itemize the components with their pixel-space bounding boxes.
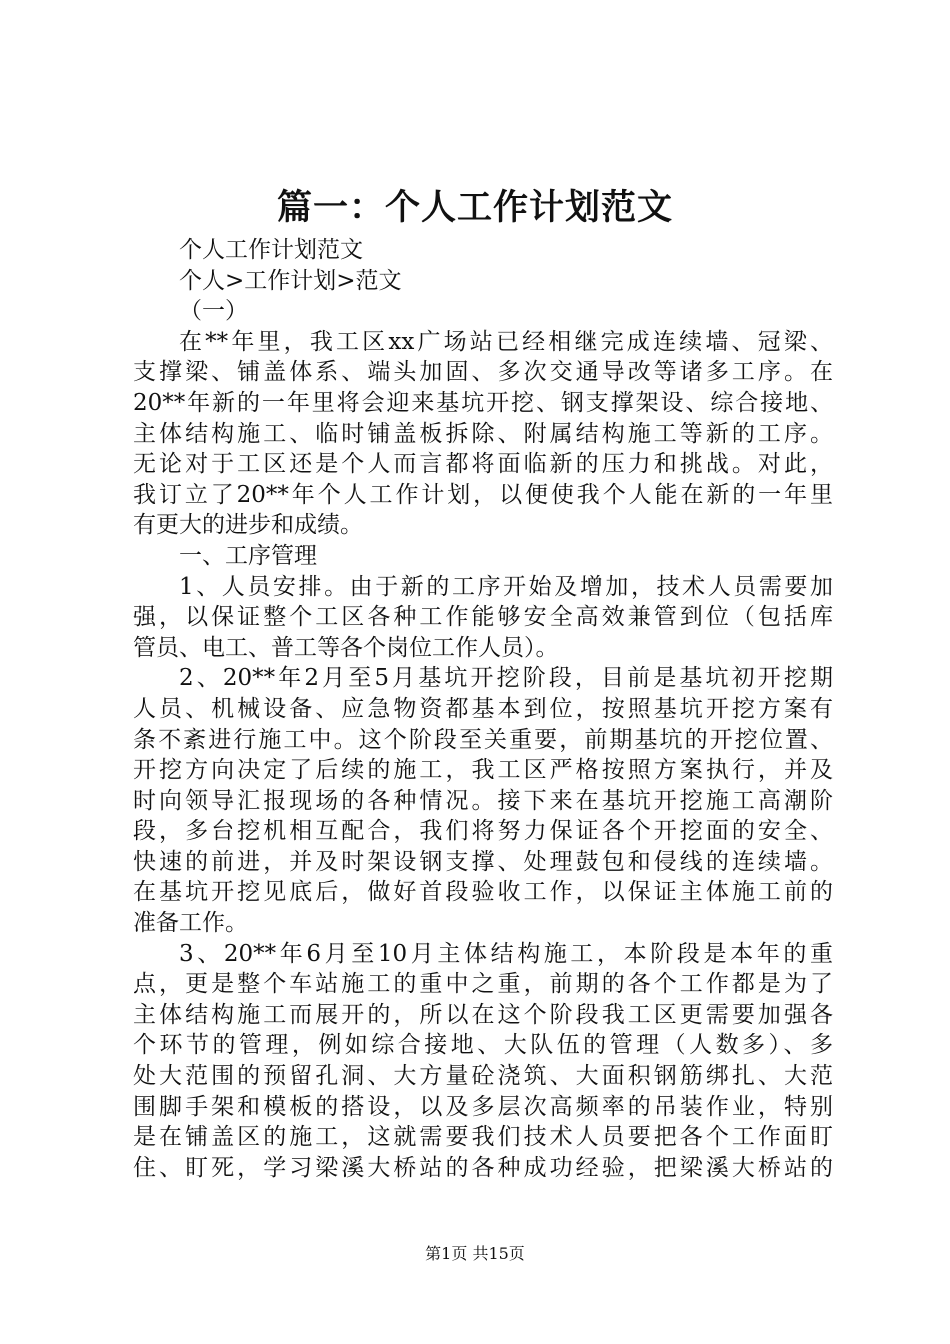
text-line: 3、20**年6月至10月主体结构施工，本阶段是本年的重	[179, 940, 833, 967]
text-line: 个人>工作计划>范文	[179, 267, 402, 294]
text-line: 无论对于工区还是个人而言都将面临新的压力和挑战。对此，	[133, 451, 833, 478]
text-line: 支撑梁、铺盖体系、端头加固、多次交通导改等诸多工序。在	[133, 359, 833, 386]
text-line: 条不紊进行施工中。这个阶段至关重要，前期基坑的开挖位置、	[133, 726, 833, 753]
page-title: 篇一：个人工作计划范文	[276, 187, 673, 228]
section-heading: 一、工序管理	[179, 542, 317, 569]
text-line: 个人工作计划范文	[179, 237, 363, 263]
text-line: 个环节的管理，例如综合接地、大队伍的管理（人数多）、多	[133, 1032, 833, 1059]
text-line: 人员、机械设备、应急物资都基本到位，按照基坑开挖方案有	[133, 695, 833, 722]
text-line: 2、20**年2月至5月基坑开挖阶段，目前是基坑初开挖期	[179, 665, 833, 692]
text-line: （一）	[179, 298, 248, 325]
text-line: 主体结构施工而展开的，所以在这个阶段我工区更需要加强各	[133, 1001, 833, 1028]
text-line: 点，更是整个车站施工的重中之重，前期的各个工作都是为了	[133, 971, 833, 998]
text-line: 强，以保证整个工区各种工作能够安全高效兼管到位（包括库	[133, 604, 833, 631]
text-line: 处大范围的预留孔洞、大方量砼浇筑、大面积钢筋绑扎、大范	[133, 1063, 833, 1090]
text-line: 住、盯死，学习梁溪大桥站的各种成功经验，把梁溪大桥站的	[133, 1154, 833, 1181]
text-line: 时向领导汇报现场的各种情况。接下来在基坑开挖施工高潮阶	[133, 787, 833, 814]
text-line: 在**年里，我工区xx广场站已经相继完成连续墙、冠梁、	[179, 328, 833, 355]
text-line: 在基坑开挖见底后，做好首段验收工作，以保证主体施工前的	[133, 879, 833, 906]
text-line: 1、人员安排。由于新的工序开始及增加，技术人员需要加	[179, 573, 833, 600]
document-body	[133, 235, 833, 1183]
text-line: 20**年新的一年里将会迎来基坑开挖、钢支撑架设、综合接地、	[133, 389, 833, 416]
text-line: 我订立了20**年个人工作计划，以便使我个人能在新的一年里	[133, 481, 833, 508]
text-line: 准备工作。	[133, 910, 248, 937]
text-line: 主体结构施工、临时铺盖板拆除、附属结构施工等新的工序。	[133, 420, 833, 447]
text-line: 快速的前进，并及时架设钢支撑、处理鼓包和侵线的连续墙。	[133, 848, 833, 875]
text-line: 管员、电工、普工等各个岗位工作人员）。	[133, 634, 559, 661]
page-number-footer: 第1页 共15页	[425, 1244, 525, 1263]
text-line: 开挖方向决定了后续的施工，我工区严格按照方案执行，并及	[133, 757, 833, 784]
text-line: 是在铺盖区的施工，这就需要我们技术人员要把各个工作面盯	[133, 1124, 833, 1151]
text-line: 围脚手架和模板的搭设，以及多层次高频率的吊装作业，特别	[133, 1093, 833, 1120]
text-line: 段，多台挖机相互配合，我们将努力保证各个开挖面的安全、	[133, 818, 833, 845]
text-line: 有更大的进步和成绩。	[133, 512, 363, 539]
